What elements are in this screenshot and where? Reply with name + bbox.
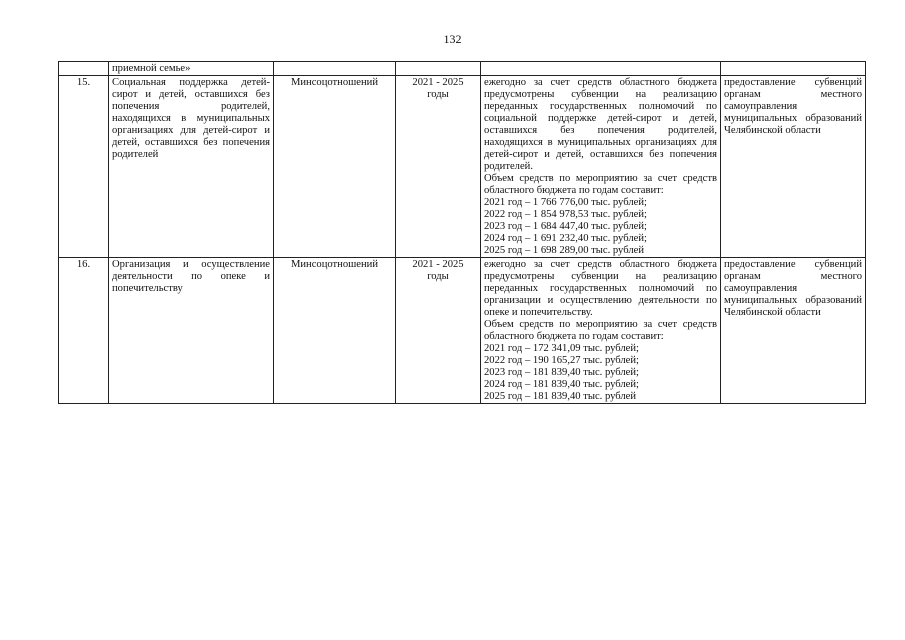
funding-intro: Объем средств по мероприятию за счет средств областного бюджета по годам составит:	[484, 173, 717, 196]
funding-line: 2021 год – 172 341,09 тыс. рублей;	[484, 343, 640, 354]
term-cell	[396, 76, 481, 258]
activity-name: Организация и осуществление деятельности по опеке и попечительству	[109, 258, 274, 404]
term-years: 2021 - 2025	[412, 259, 464, 270]
term-unit: годы	[427, 89, 449, 100]
term-years: 2021 - 2025	[412, 77, 464, 88]
cell-description	[481, 62, 721, 76]
cell-result	[721, 62, 866, 76]
cell-term	[396, 62, 481, 76]
term-unit: годы	[427, 271, 449, 282]
expected-result: предоставление субвенций органам местного самоуправления муниципальных образований Челябинской области	[721, 76, 866, 258]
cell-number	[59, 62, 109, 76]
funding-line: 2022 год – 190 165,27 тыс. рублей;	[484, 355, 640, 366]
program-activities-table	[58, 61, 866, 404]
description-cell	[481, 258, 721, 404]
page-number: 132	[443, 32, 462, 46]
funding-line: 2023 год – 1 684 447,40 тыс. рублей;	[484, 221, 647, 232]
activity-name: Социальная поддержка детей-сирот и детей, оставшихся без попечения родителей, находящихся в муниципальных организациях для детей-сирот и детей, оставшихся без попечения родителей	[109, 76, 274, 258]
description-text: ежегодно за счет средств областного бюджета предусмотрены субвенции на реализацию переданных государственных полномочий по социальной поддержке детей-сирот и детей, оставшихся без попечения родителей, находящихся в муниципальных организациях для детей-сирот и детей, оставшихся без попечения родителей.	[484, 77, 717, 172]
table-row-continuation	[59, 62, 866, 76]
executor: Минсоцотношений	[274, 76, 396, 258]
term-cell	[396, 258, 481, 404]
cell-name: приемной семье»	[109, 62, 274, 76]
table-row	[59, 258, 866, 404]
funding-line: 2024 год – 181 839,40 тыс. рублей;	[484, 379, 640, 390]
table-row	[59, 76, 866, 258]
executor: Минсоцотношений	[274, 258, 396, 404]
funding-line: 2023 год – 181 839,40 тыс. рублей;	[484, 367, 640, 378]
description-text: ежегодно за счет средств областного бюджета предусмотрены субвенции на реализацию переданных государственных полномочий по организации и осуществлению деятельности по опеке и попечительству.	[484, 259, 717, 318]
funding-line: 2022 год – 1 854 978,53 тыс. рублей;	[484, 209, 647, 220]
funding-line: 2025 год – 181 839,40 тыс. рублей	[484, 391, 637, 402]
funding-line: 2025 год – 1 698 289,00 тыс. рублей	[484, 245, 645, 256]
expected-result: предоставление субвенций органам местного самоуправления муниципальных образований Челябинской области	[721, 258, 866, 404]
row-number: 16.	[59, 258, 109, 404]
cell-executor	[274, 62, 396, 76]
funding-line: 2021 год – 1 766 776,00 тыс. рублей;	[484, 197, 647, 208]
funding-intro: Объем средств по мероприятию за счет средств областного бюджета по годам составит:	[484, 319, 717, 342]
row-number: 15.	[59, 76, 109, 258]
description-cell	[481, 76, 721, 258]
funding-line: 2024 год – 1 691 232,40 тыс. рублей;	[484, 233, 647, 244]
